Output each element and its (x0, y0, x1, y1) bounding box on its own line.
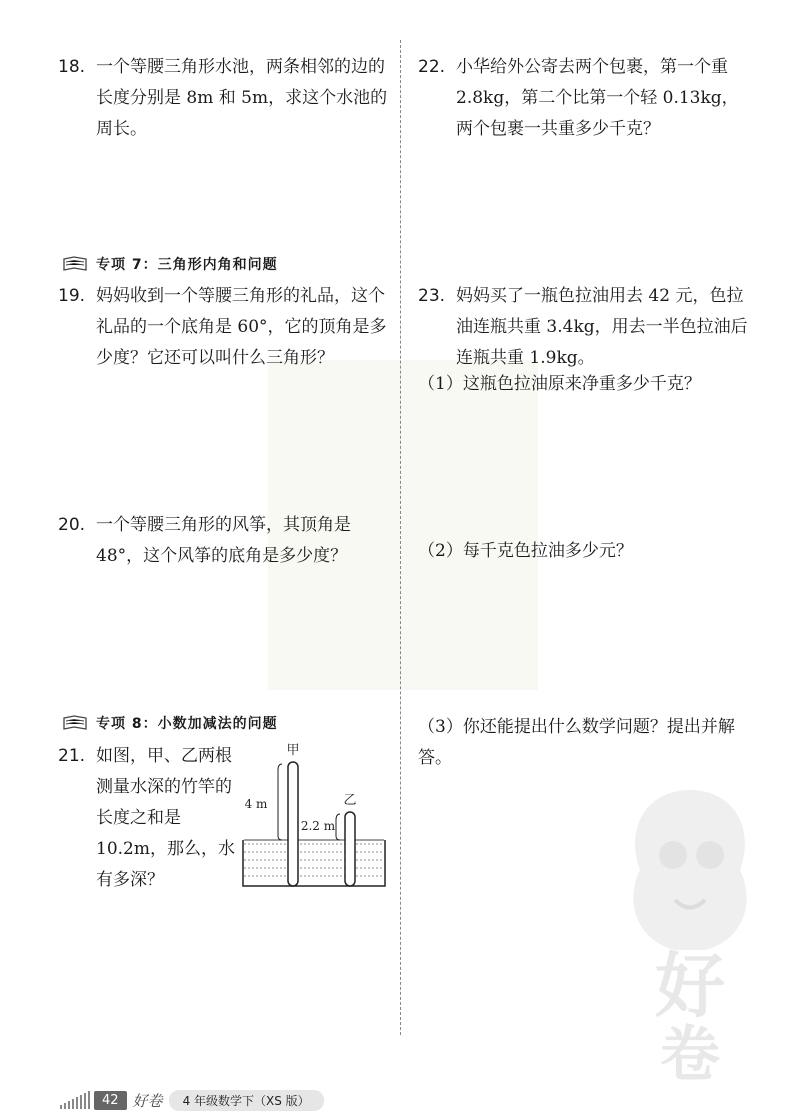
question-text: 一个等腰三角形水池，两条相邻的边的长度分别是 8m 和 5m，求这个水池的周长。 (96, 57, 388, 139)
question-text: 一个等腰三角形的风筝，其顶角是 48°，这个风筝的底角是多少度？ (96, 515, 357, 566)
question-23-part-2: （2）每千克色拉油多少元？ (418, 541, 633, 561)
question-text: 小华给外公寄去两个包裹，第一个重 2.8kg，第二个比第一个轻 0.13kg，两个包裹一共重多少千克？ (456, 57, 739, 139)
page-number: 42 (94, 1091, 127, 1110)
column-divider (400, 40, 401, 1035)
section-title: 专项 7：三角形内角和问题 (96, 257, 278, 273)
question-number: 23. (418, 286, 446, 306)
book-icon (62, 255, 88, 273)
section-header-8 (62, 713, 278, 733)
question-23 (418, 281, 748, 374)
bamboo-pole-figure (238, 740, 388, 892)
book-title: 4 年级数学下（XS 版） (169, 1090, 324, 1111)
label-jia: 甲 (286, 743, 300, 758)
section-header-7 (62, 254, 278, 274)
question-23-part-1: （1）这瓶色拉油原来净重多少千克？ (418, 374, 701, 394)
question-23-part-3: （3）你还能提出什么数学问题？提出并解答。 (418, 717, 735, 768)
question-20 (58, 510, 388, 572)
brand-logo: 好卷 (132, 1091, 163, 1110)
question-text: 妈妈收到一个等腰三角形的礼品，这个礼品的一个底角是 60°，它的顶角是多少度？它还可以叫什么三角形？ (96, 286, 387, 368)
svg-text:卷: 卷 (660, 1020, 720, 1080)
question-21 (58, 741, 240, 896)
question-19 (58, 281, 388, 374)
label-yi: 乙 (343, 793, 357, 808)
book-icon (62, 714, 88, 732)
label-length-yi: 2.2 m (300, 819, 336, 833)
question-number: 18. (58, 57, 86, 77)
question-text: 如图，甲、乙两根测量水深的竹竿的长度之和是 10.2m，那么，水有多深？ (96, 746, 235, 890)
bar-decoration-icon (60, 1091, 90, 1109)
page-footer (60, 1089, 324, 1111)
question-text: 妈妈买了一瓶色拉油用去 42 元，色拉油连瓶共重 3.4kg，用去一半色拉油后连瓶共重 1.9kg。 (456, 286, 748, 368)
question-number: 20. (58, 515, 86, 535)
question-22 (418, 52, 748, 145)
question-number: 21. (58, 746, 86, 766)
question-number: 22. (418, 57, 446, 77)
svg-text:好: 好 (655, 945, 725, 1027)
question-18 (58, 52, 388, 145)
label-length-jia: 4 m (244, 797, 268, 811)
question-number: 19. (58, 286, 86, 306)
section-title: 专项 8：小数加减法的问题 (96, 716, 278, 732)
mascot-watermark (615, 760, 765, 1080)
